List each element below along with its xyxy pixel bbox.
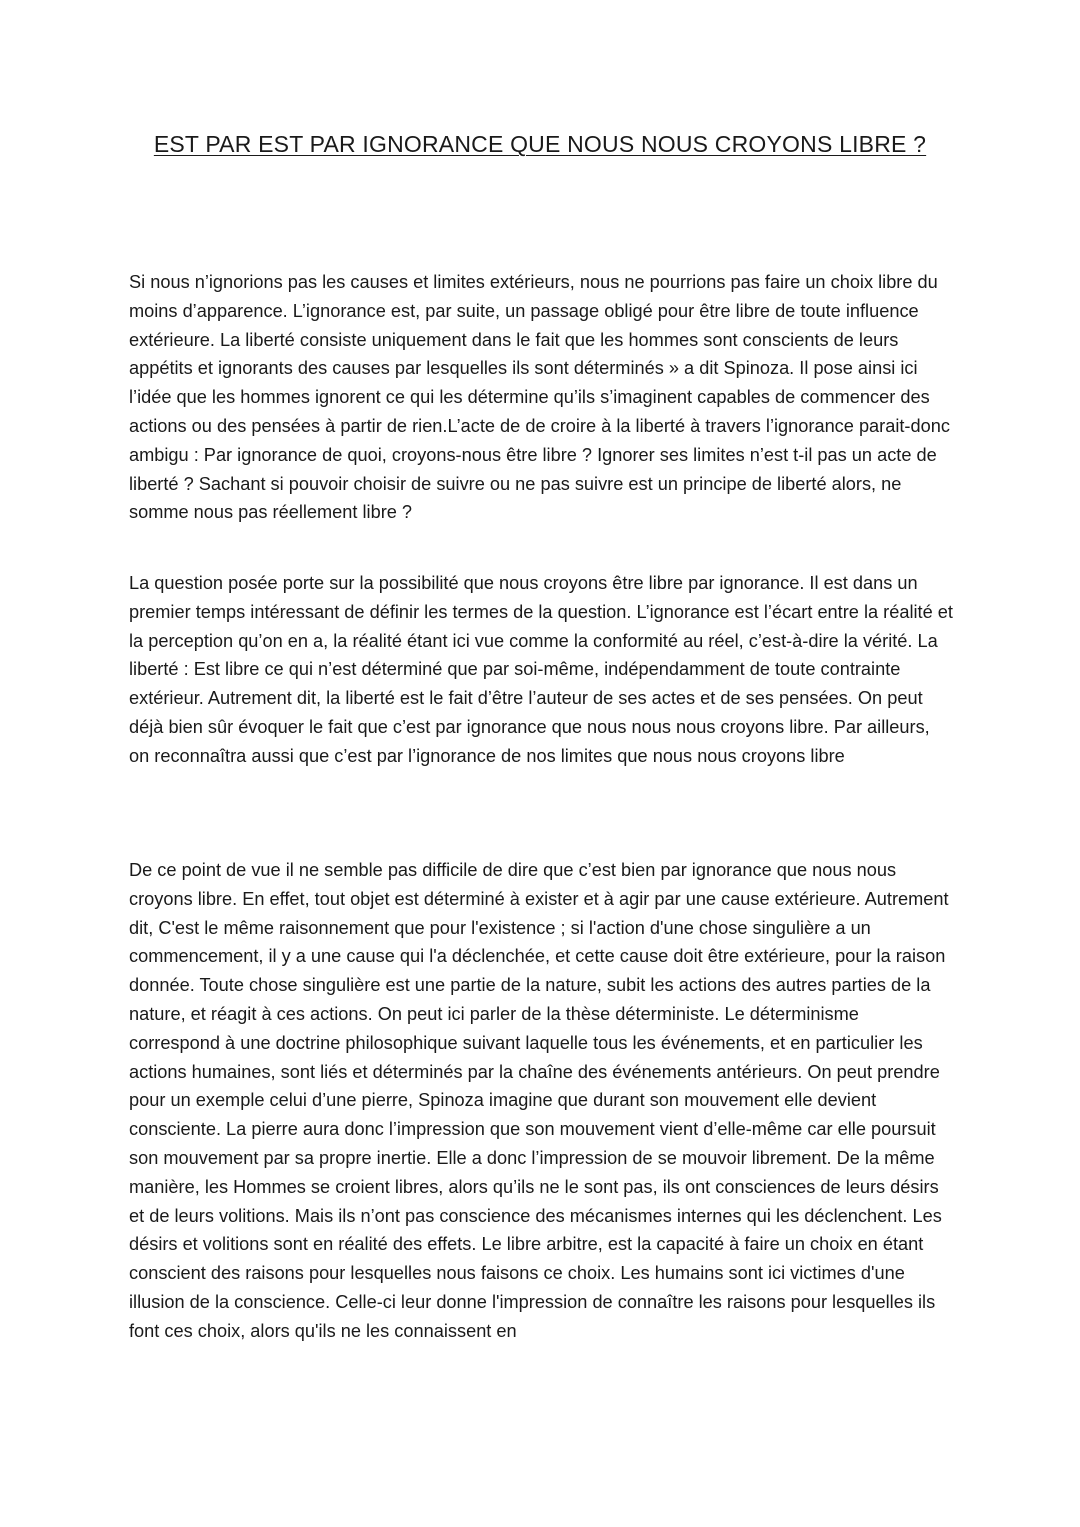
document-title: EST PAR EST PAR IGNORANCE QUE NOUS NOUS CROYONS LIBRE ? xyxy=(153,131,927,157)
paragraph-problematique: La question posée porte sur la possibilité que nous croyons être libre par ignorance. Il est dans un premier temps intéressant de définir les termes de la question. L’ignorance est l’écart entre la réalité et la perception qu’on en a, la réalité étant ici vue comme la conformité au réel, c’est-à-dire la vérité. La liberté : Est libre ce qui n’est déterminé que par soi-même, indépendamment de toute contrainte extérieur. Autrement dit, la liberté est le fait d’être l’auteur de ses actes et de ses pensées. On peut déjà bien sûr évoquer le fait que c’est par ignorance que nous nous nous croyons libre. Par ailleurs, on reconnaîtra aussi que c’est par l’ignorance de nos limites que nous nous croyons libre xyxy=(129,573,953,766)
paragraph-development: De ce point de vue il ne semble pas difficile de dire que c’est bien par ignorance que nous nous croyons libre. En effet, tout objet est déterminé à exister et à agir par une cause extérieure. Autrement dit, C'est le même raisonnement que pour l'existence ; si l'action d'une chose singulière a un commencement, il y a une cause qui l'a déclenchée, et cette cause doit être extérieure, pour la raison donnée. Toute chose singulière est une partie de la nature, subit les actions des autres parties de la nature, et réagit à ces actions. On peut ici parler de la thèse déterministe. Le déterminisme correspond à une doctrine philosophique suivant laquelle tous les événements, et en particulier les actions humaines, sont liés et déterminés par la chaîne des événements antérieurs. On peut prendre pour un exemple celui d’une pierre, Spinoza imagine que durant son mouvement elle devient consciente. La pierre aura donc l’impression que son mouvement vient d’elle-même car elle poursuit son mouvement par sa propre inertie. Elle a donc l’impression de se mouvoir librement. De la même manière, les Hommes se croient libres, alors qu’ils ne le sont pas, ils ont consciences de leurs désirs et de leurs volitions. Mais ils n’ont pas conscience des mécanismes internes qui les déclenchent. Les désirs et volitions sont en réalité des effets. Le libre arbitre, est la capacité à faire un choix en étant conscient des raisons pour lesquelles nous faisons ce choix. Les humains sont ici victimes d'une illusion de la conscience. Celle-ci leur donne l'impression de connaître les raisons pour lesquelles ils font ces choix, alors qu'ils ne les connaissent en xyxy=(129,860,949,1341)
paragraph-introduction: Si nous n’ignorions pas les causes et limites extérieurs, nous ne pourrions pas faire un choix libre du moins d’apparence. L’ignorance est, par suite, un passage obligé pour être libre de toute influence extérieure. La liberté consiste uniquement dans le fait que les hommes sont conscients de leurs appétits et ignorants des causes par lesquelles ils sont déterminés » a dit Spinoza. Il pose ainsi ici l’idée que les hommes ignorent ce qui les détermine qu’ils s’imaginent capables de commencer des actions ou des pensées à partir de rien.L’acte de de croire à la liberté à travers l’ignorance parait-donc ambigu : Par ignorance de quoi, croyons-nous être libre ? Ignorer ses limites n’est t-il pas un acte de liberté ? Sachant si pouvoir choisir de suivre ou ne pas suivre est un principe de liberté alors, ne somme nous pas réellement libre ? xyxy=(129,272,950,523)
